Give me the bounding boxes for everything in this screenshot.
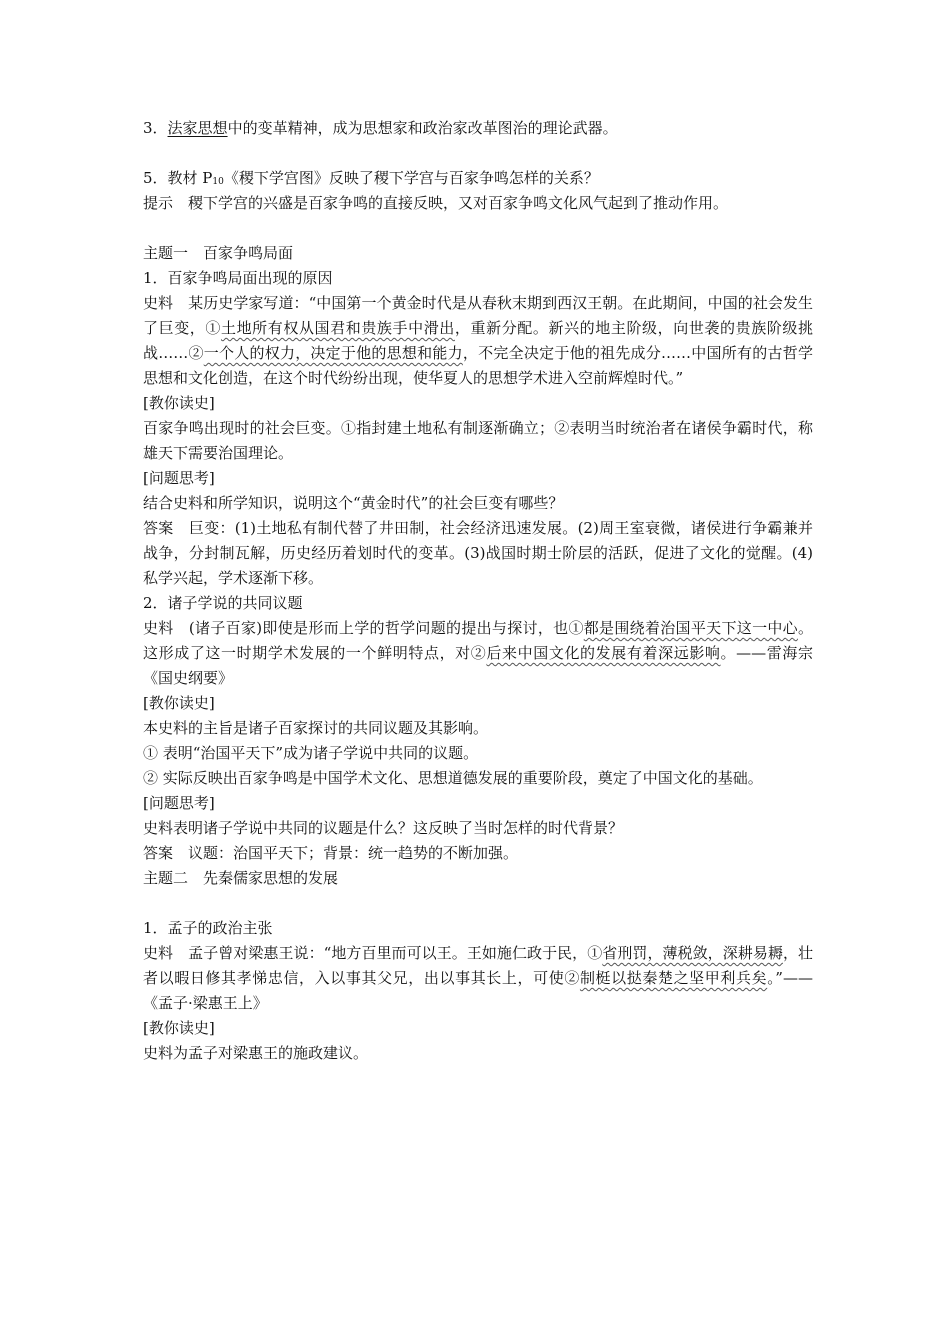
theme-1-section-1-heading: 1．百家争鸣局面出现的原因 [143,269,333,287]
theme-2-reading-1: 史料为孟子对梁惠王的施政建议。 [143,1044,369,1062]
theme-2-heading: 主题二 先秦儒家思想的发展 [143,869,339,887]
wavy-highlight: 省刑罚，薄税敛，深耕易耨 [602,944,783,962]
wavy-highlight: 一个人的权力，决定于他的思想和能力 [203,344,463,362]
read-history-label: [教你读史] [143,1019,215,1037]
theme-1-section-2-heading: 2．诸子学说的共同议题 [143,594,303,612]
legalist-thought-underlined: 法家思想 [167,119,228,137]
theme-1-reading-2c: ② 实际反映出百家争鸣是中国学术文化、思想道德发展的重要阶段，奠定了中国文化的基础。 [143,769,763,787]
theme-1-heading: 主题一 百家争鸣局面 [143,244,294,262]
question-thinking-label: [问题思考] [143,794,215,812]
question-5-hint: 提示 稷下学宫的兴盛是百家争鸣的直接反映，又对百家争鸣文化风气起到了推动作用。 [143,194,729,212]
theme-1-reading-1: 百家争鸣出现时的社会巨变。①指封建土地私有制逐渐确立；②表明当时统治者在诸侯争霸时代，称雄天下需要治国理论。 [143,419,813,462]
wavy-highlight: 后来中国文化的发展有着深远影响 [486,644,721,662]
point-3: 3．法家思想中的变革精神，成为思想家和政治家改革图治的理论武器。 [143,119,618,137]
theme-1-reading-2b: ① 表明“治国平天下”成为诸子学说中共同的议题。 [143,744,479,762]
theme-2-section-1-heading: 1．孟子的政治主张 [143,919,273,937]
theme-1-source-1: 史料 某历史学家写道：“中国第一个黄金时代是从春秋末期到西汉王朝。在此期间，中国的社会发生了巨变，①土地所有权从国君和贵族手中滑出，重新分配。新兴的地主阶级，向世袭的贵族阶级挑战……②一个人的权力，决定于他的思想和能力，不完全决定于他的祖先成分……中国所有的古哲学思想和文化创造，在这个时代纷纷出现，使华夏人的思想学术进入空前辉煌时代。” [143,294,813,387]
wavy-highlight: 制梃以挞秦楚之坚甲利兵矣 [579,969,768,987]
theme-2-source-1: 史料 孟子曾对梁惠王说：“地方百里而可以王。王如施仁政于民，①省刑罚，薄税敛，深耕易耨，壮者以暇日修其孝悌忠信，入以事其父兄，出以事其长上，可使②制梃以挞秦楚之坚甲利兵矣。”——《孟子·梁惠王上》 [143,944,813,1012]
read-history-label: [教你读史] [143,694,215,712]
theme-1-question-2: 史料表明诸子学说中共同的议题是什么？这反映了当时怎样的时代背景？ [143,819,624,837]
read-history-label: [教你读史] [143,394,215,412]
theme-1-reading-2a: 本史料的主旨是诸子百家探讨的共同议题及其影响。 [143,719,489,737]
wavy-highlight: 土地所有权从国君和贵族手中滑出 [220,319,455,337]
document-body [143,116,813,1066]
question-5: 5．教材 $P_{10}$《稷下学宫图》反映了稷下学宫与百家争鸣怎样的关系？ [143,169,599,187]
theme-1-answer-1: 答案 巨变：(1)土地私有制代替了井田制，社会经济迅速发展。(2)周王室衰微，诸侯进行争霸兼并战争，分封制瓦解，历史经历着划时代的变革。(3)战国时期士阶层的活跃，促进了文化的觉醒。(4)私学兴起，学术逐渐下移。 [143,519,813,587]
wavy-highlight: 都是围绕着治国平天下这一中心 [583,619,798,637]
theme-1-source-2: 史料 (诸子百家)即使是形而上学的哲学问题的提出与探讨，也①都是围绕着治国平天下这一中心。这形成了这一时期学术发展的一个鲜明特点，对②后来中国文化的发展有着深远影响。——雷海宗《国史纲要》 [143,619,813,687]
question-thinking-label: [问题思考] [143,469,215,487]
theme-1-question-1: 结合史料和所学知识，说明这个“黄金时代”的社会巨变有哪些？ [143,494,564,512]
theme-1-answer-2: 答案 议题：治国平天下；背景：统一趋势的不断加强。 [143,844,519,862]
